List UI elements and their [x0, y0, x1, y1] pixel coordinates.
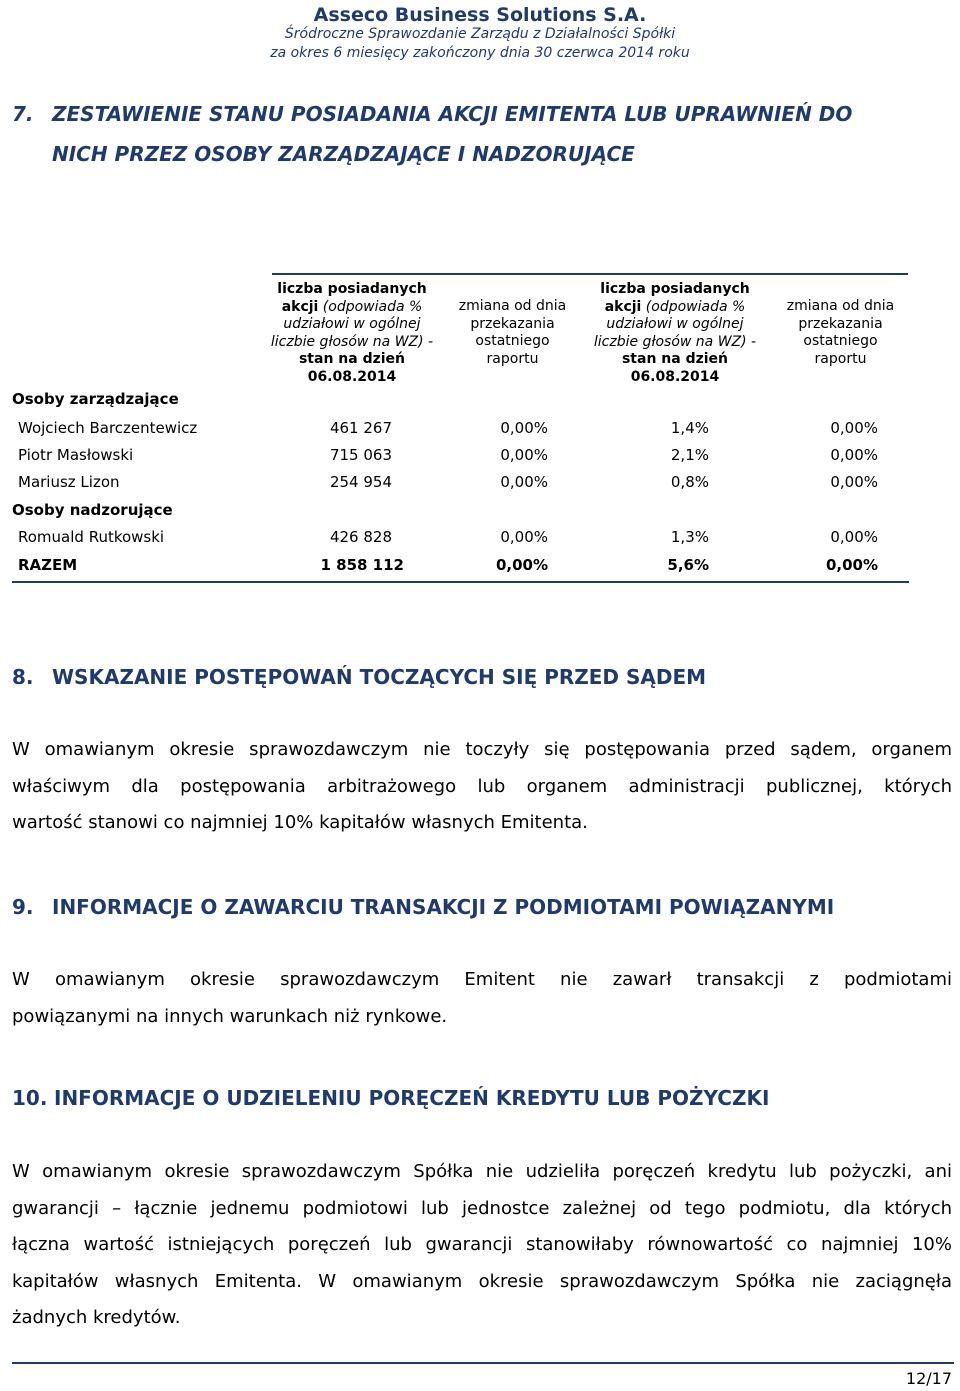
row-shares: 254 954 [329, 473, 392, 491]
row-change-2: 0,00% [830, 446, 878, 464]
section-10-heading [12, 1086, 769, 1110]
section-10-title: INFORMACJE O UDZIELENIU PORĘCZEŃ KREDYTU LUB POŻYCZKI [54, 1086, 770, 1110]
row-name: Piotr Masłowski [18, 446, 134, 464]
paragraph-line: kapitałów własnych Emitenta. W omawianym okresie sprawozdawczym Spółka nie zaciągnęła [12, 1270, 952, 1292]
footer-rule [12, 1362, 954, 1364]
col-d-line3: ostatniego [803, 333, 878, 349]
row-change-1: 0,00% [500, 528, 548, 546]
paragraph-line: wartość stanowi co najmniej 10% kapitałów własnych Emitenta. [12, 812, 588, 833]
col-b-line3: ostatniego [475, 333, 550, 349]
paragraph-line: W omawianym okresie sprawozdawczym Spółka nie udzieliła poręczeń kredytu lub pożyczki, ani [12, 1161, 952, 1182]
row-name: Mariusz Lizon [18, 473, 120, 491]
paragraph-line: W omawianym okresie sprawozdawczym nie toczyły się postępowania przed sądem, organem [12, 739, 952, 760]
row-percent: 1,4% [670, 419, 709, 437]
col-b-line2: przekazania [470, 315, 555, 332]
row-change-1: 0,00% [500, 446, 548, 464]
paragraph-line: właściwym dla postępowania arbitrażowego lub organem administracji publicznej, których [12, 775, 952, 797]
col-a-line1: liczba posiadanych [277, 281, 427, 297]
section-7-title-line2: NICH PRZEZ OSOBY ZARZĄDZAJĄCE I NADZORUJĄCE [52, 142, 635, 166]
row-percent: 0,8% [670, 473, 709, 491]
section-9-heading [12, 895, 834, 919]
company-name: Asseco Business Solutions S.A. [313, 4, 647, 26]
table-row [12, 446, 909, 470]
section-9-title: INFORMACJE O ZAWARCIU TRANSAKCJI Z PODMIOTAMI POWIĄZANYMI [52, 895, 835, 919]
table-row [12, 473, 909, 497]
row-change-2: 0,00% [830, 473, 878, 491]
total-change-2: 0,00% [825, 556, 878, 574]
column-header-percent [590, 281, 760, 386]
section-8-number: 8. [12, 665, 34, 689]
col-c-line6: 06.08.2014 [630, 368, 720, 385]
paragraph-line: żadnych kredytów. [12, 1307, 181, 1328]
col-d-line2: przekazania [798, 315, 883, 332]
paragraph-line: W omawianym okresie sprawozdawczym Emitent nie zawarł transakcji z podmiotami [12, 969, 952, 990]
col-a-line5: stan na dzień [298, 351, 406, 367]
section-7-title-line1: ZESTAWIENIE STANU POSIADANIA AKCJI EMITENTA LUB UPRAWNIEŃ DO [52, 102, 853, 126]
col-a-line2-rest: (odpowiada % [318, 298, 423, 315]
row-change-1: 0,00% [500, 419, 548, 437]
column-header-change-2 [778, 298, 903, 368]
paragraph-line: łączna wartość istniejących poręczeń lub gwarancji stanowiłaby równowartość co najmniej 10% [12, 1234, 952, 1255]
section-7-heading [12, 94, 947, 174]
col-d-line4: raportu [814, 350, 867, 367]
col-b-line4: raportu [486, 350, 539, 367]
total-percent: 5,6% [667, 556, 709, 574]
row-change-2: 0,00% [830, 419, 878, 437]
section-9-number: 9. [12, 895, 34, 919]
table-bottom-rule [12, 581, 909, 583]
col-c-line2-rest: (odpowiada % [641, 298, 746, 315]
total-shares: 1 858 112 [320, 556, 404, 574]
col-c-line4: liczbie głosów na WZ) - [593, 333, 757, 350]
col-d-line1: zmiana od dnia [786, 298, 895, 314]
section-10-paragraph [12, 1154, 952, 1337]
col-c-line5: stan na dzień [621, 351, 729, 367]
col-b-line1: zmiana od dnia [458, 298, 567, 314]
col-c-line2-bold: akcji [604, 298, 642, 315]
report-title: Śródroczne Sprawozdanie Zarządu z Działalności Spółki [284, 26, 676, 42]
column-header-shares [268, 281, 436, 386]
col-c-line1: liczba posiadanych [600, 281, 750, 297]
row-change-1: 0,00% [500, 473, 548, 491]
col-a-line6: 06.08.2014 [307, 368, 397, 385]
row-name: Romuald Rutkowski [18, 528, 165, 546]
paragraph-line: gwarancji – łącznie jednemu podmiotowi lub jednostce zależnej od tego podmiotu, dla których [12, 1197, 952, 1219]
row-change-2: 0,00% [830, 528, 878, 546]
total-label: RAZEM [18, 556, 78, 574]
section-9-paragraph [12, 962, 952, 1035]
section-8-title: WSKAZANIE POSTĘPOWAŃ TOCZĄCYCH SIĘ PRZED SĄDEM [52, 665, 707, 689]
table-row [12, 528, 909, 552]
paragraph-line: powiązanymi na innych warunkach niż rynkowe. [12, 1005, 448, 1027]
group-management-label: Osoby zarządzające [12, 390, 179, 408]
group-supervisory-label: Osoby nadzorujące [12, 501, 173, 519]
table-total-row [12, 556, 909, 580]
row-shares: 426 828 [329, 528, 392, 546]
row-name: Wojciech Barczentewicz [18, 419, 198, 437]
table-row [12, 419, 909, 443]
col-a-line2-bold: akcji [281, 298, 319, 315]
table-top-rule [272, 273, 908, 275]
section-8-heading [12, 665, 706, 689]
section-10-number: 10. [12, 1086, 48, 1110]
column-header-change-1 [450, 298, 575, 368]
col-c-line3: udziałowi w ogólnej [606, 316, 744, 332]
report-period: za okres 6 miesięcy zakończony dnia 30 czerwca 2014 roku [270, 45, 690, 61]
page-number: 12/17 [905, 1369, 952, 1388]
row-shares: 715 063 [329, 446, 392, 464]
section-7-number: 7. [12, 102, 34, 126]
col-a-line4: liczbie głosów na WZ) - [270, 333, 434, 350]
section-8-paragraph [12, 732, 952, 842]
row-percent: 1,3% [670, 528, 709, 546]
col-a-line3: udziałowi w ogólnej [283, 316, 421, 332]
total-change-1: 0,00% [495, 556, 548, 574]
row-percent: 2,1% [670, 446, 709, 464]
row-shares: 461 267 [329, 419, 392, 437]
